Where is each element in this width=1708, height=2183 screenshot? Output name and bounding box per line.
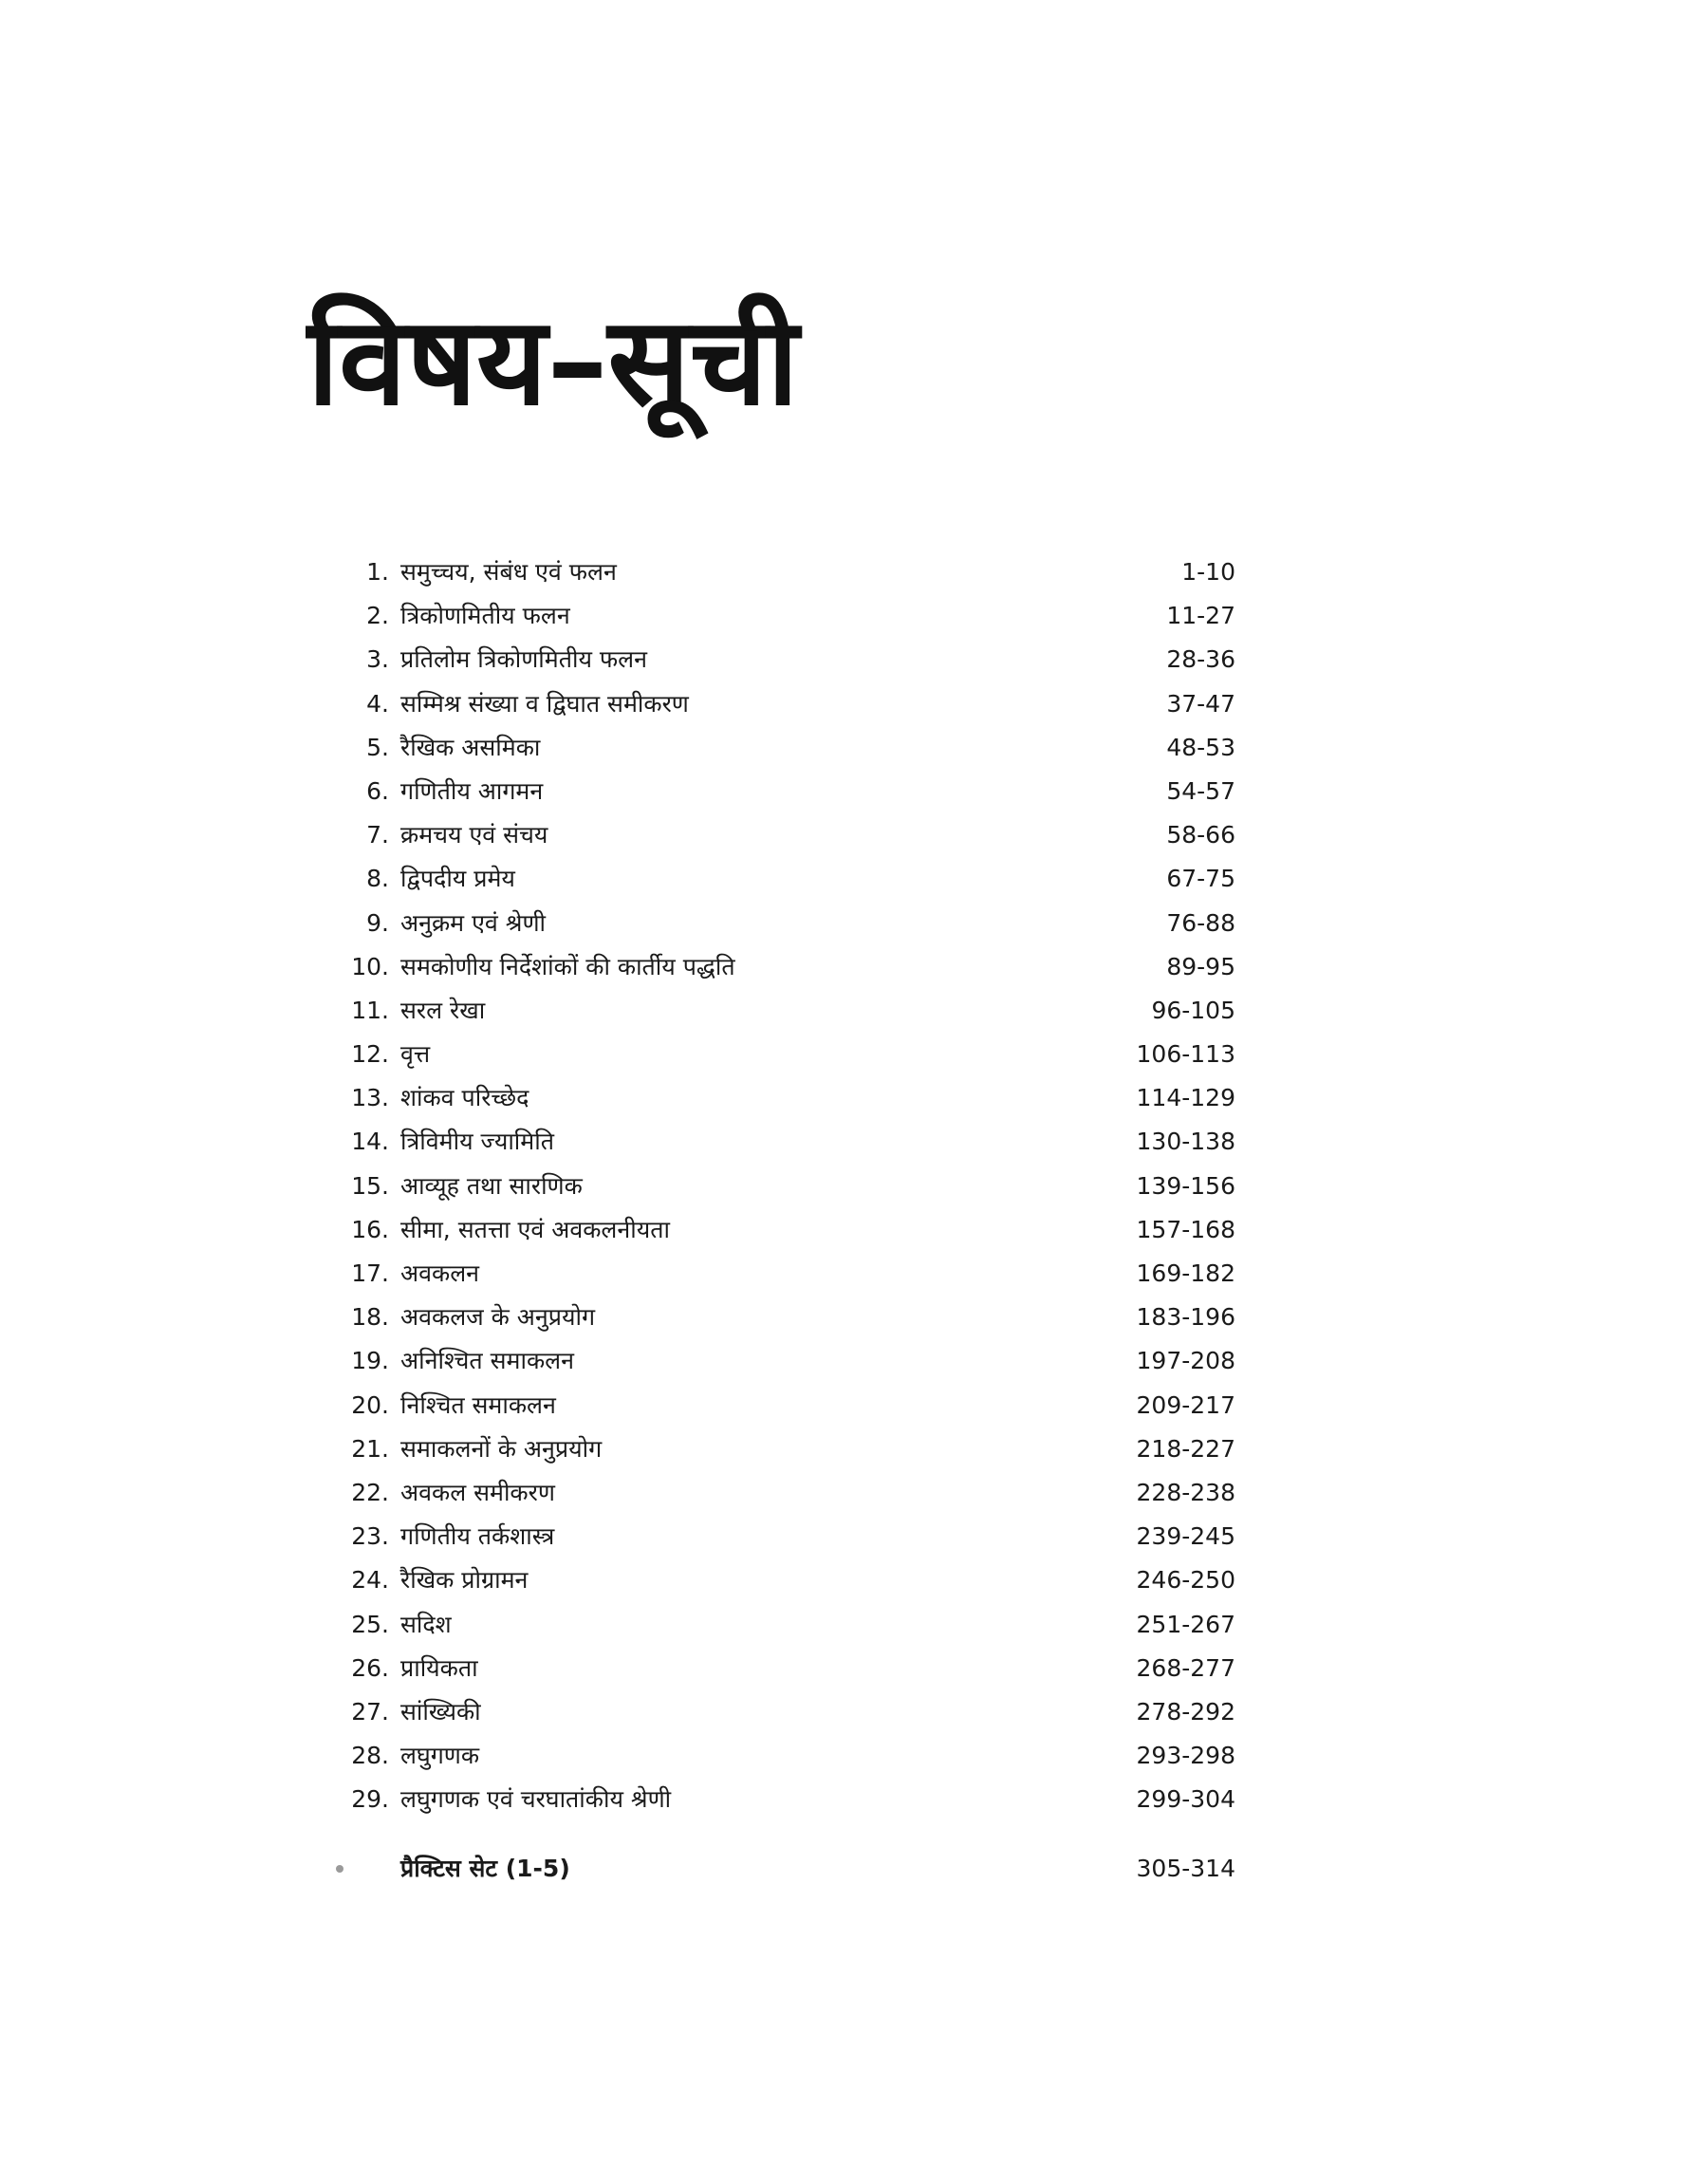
toc-entry-pages: 157-168	[1136, 1215, 1235, 1243]
toc-entry-number: 17.	[351, 1259, 389, 1287]
bullet-icon	[336, 1865, 343, 1873]
toc-entry-number: 28.	[351, 1742, 389, 1770]
toc-entry-title: अवकलज के अनुप्रयोग	[400, 1303, 596, 1332]
toc-entry-title: प्रायिकता	[400, 1653, 478, 1682]
toc-entry-number: 15.	[351, 1171, 389, 1200]
toc-entry-number: 25.	[351, 1610, 389, 1638]
toc-entry	[309, 1558, 1235, 1602]
toc-entry-pages: 11-27	[1166, 602, 1235, 630]
toc-entry-title: क्रमचय एवं संचय	[400, 821, 548, 849]
toc-entry	[309, 770, 1235, 813]
toc-entry-pages: 67-75	[1166, 865, 1235, 893]
toc-entry-number: 20.	[351, 1390, 389, 1419]
practice-set-pages: 305-314	[1136, 1855, 1235, 1882]
toc-entry-number: 7.	[366, 821, 389, 849]
toc-entry-pages: 239-245	[1136, 1522, 1235, 1551]
toc-entry-pages: 228-238	[1136, 1478, 1235, 1506]
toc-entry-pages: 183-196	[1136, 1303, 1235, 1332]
toc-entry-pages: 76-88	[1166, 908, 1235, 937]
toc-entry	[309, 1384, 1235, 1427]
toc-entry-pages: 106-113	[1136, 1040, 1235, 1069]
toc-entry	[309, 638, 1235, 681]
toc-entry-title: समाकलनों के अनुप्रयोग	[400, 1434, 603, 1463]
toc-entry	[309, 1647, 1235, 1690]
toc-entry	[309, 1690, 1235, 1734]
toc-entry	[309, 1515, 1235, 1558]
toc-entry	[309, 550, 1235, 594]
practice-set-entry	[309, 1847, 1235, 1891]
toc-entry-pages: 114-129	[1136, 1084, 1235, 1112]
practice-set-title: प्रैक्टिस सेट (1-5)	[400, 1855, 570, 1882]
toc-entry	[309, 594, 1235, 638]
toc-entry-number: 23.	[351, 1522, 389, 1551]
toc-entry-number: 2.	[366, 602, 389, 630]
toc-entry-title: सीमा, सतत्ता एवं अवकलनीयता	[400, 1215, 670, 1243]
toc-entry-pages: 58-66	[1166, 821, 1235, 849]
toc-entry-title: निश्चित समाकलन	[400, 1390, 556, 1419]
toc-entry	[309, 1208, 1235, 1252]
toc-entry-number: 27.	[351, 1697, 389, 1726]
toc-entry	[309, 1734, 1235, 1778]
toc-entry-number: 5.	[366, 733, 389, 761]
toc-entry-title: सरल रेखा	[400, 996, 486, 1024]
toc-entry-title: अवकल समीकरण	[400, 1478, 555, 1506]
toc-entry-title: गणितीय तर्कशास्त्र	[400, 1522, 555, 1551]
toc-entry-number: 29.	[351, 1785, 389, 1814]
toc-entry-pages: 268-277	[1136, 1653, 1235, 1682]
toc-entry	[309, 1339, 1235, 1383]
toc-entry	[309, 1033, 1235, 1076]
toc-entry-pages: 251-267	[1136, 1610, 1235, 1638]
toc-entry	[309, 1252, 1235, 1296]
toc-entry-title: शांकव परिच्छेद	[400, 1084, 529, 1112]
toc-entry-number: 10.	[351, 952, 389, 980]
toc-entry-pages: 89-95	[1166, 952, 1235, 980]
toc-entry-number: 3.	[366, 645, 389, 674]
toc-entry-title: सदिश	[400, 1610, 452, 1638]
toc-entry	[309, 682, 1235, 726]
toc-entry-title: अवकलन	[400, 1259, 480, 1287]
toc-entry-number: 11.	[351, 996, 389, 1024]
toc-entry-number: 21.	[351, 1434, 389, 1463]
toc-entry	[309, 989, 1235, 1033]
toc-entry	[309, 1471, 1235, 1515]
toc-entry-pages: 130-138	[1136, 1128, 1235, 1156]
toc-entry	[309, 1165, 1235, 1208]
toc-entry-title: आव्यूह तथा सारणिक	[400, 1171, 583, 1200]
toc-entry-pages: 48-53	[1166, 733, 1235, 761]
toc-entry-title: प्रतिलोम त्रिकोणमितीय फलन	[400, 645, 647, 674]
toc-entry-number: 6.	[366, 776, 389, 805]
toc-entry-number: 18.	[351, 1303, 389, 1332]
toc-entry-title: अनिश्चित समाकलन	[400, 1347, 574, 1375]
toc-entry	[309, 813, 1235, 857]
toc-entry-title: अनुक्रम एवं श्रेणी	[400, 908, 546, 937]
toc-entry-number: 26.	[351, 1653, 389, 1682]
toc-entry-title: सांख्यिकी	[400, 1697, 481, 1726]
toc-entry-title: त्रिविमीय ज्यामिति	[400, 1128, 554, 1156]
toc-entry-pages: 54-57	[1166, 776, 1235, 805]
toc-entry	[309, 1120, 1235, 1164]
toc-entry	[309, 857, 1235, 901]
toc-entry-pages: 139-156	[1136, 1171, 1235, 1200]
toc-entry-number: 16.	[351, 1215, 389, 1243]
toc-entry-number: 13.	[351, 1084, 389, 1112]
toc-entry-pages: 299-304	[1136, 1785, 1235, 1814]
toc-entry-title: द्विपदीय प्रमेय	[400, 865, 515, 893]
toc-entry-pages: 28-36	[1166, 645, 1235, 674]
toc-entry-pages: 1-10	[1181, 558, 1235, 586]
toc-entry	[309, 726, 1235, 770]
table-of-contents	[309, 550, 1235, 1821]
toc-entry-pages: 96-105	[1151, 996, 1235, 1024]
toc-entry-pages: 37-47	[1166, 689, 1235, 718]
toc-entry-pages: 246-250	[1136, 1566, 1235, 1595]
toc-entry	[309, 902, 1235, 945]
toc-entry-pages: 169-182	[1136, 1259, 1235, 1287]
page-title: विषय–सूची	[307, 291, 799, 433]
toc-entry	[309, 945, 1235, 989]
toc-entry-title: रैखिक असमिका	[400, 733, 541, 761]
toc-entry	[309, 1296, 1235, 1339]
toc-entry-number: 24.	[351, 1566, 389, 1595]
toc-entry-number: 4.	[366, 689, 389, 718]
toc-entry-title: सम्मिश्र संख्या व द्विघात समीकरण	[400, 689, 689, 718]
toc-entry-title: गणितीय आगमन	[400, 776, 544, 805]
toc-entry-number: 19.	[351, 1347, 389, 1375]
toc-entry-title: त्रिकोणमितीय फलन	[400, 602, 570, 630]
toc-entry-number: 8.	[366, 865, 389, 893]
toc-entry-title: लघुगणक	[400, 1742, 480, 1770]
toc-entry-number: 1.	[366, 558, 389, 586]
toc-entry-number: 9.	[366, 908, 389, 937]
toc-entry-number: 12.	[351, 1040, 389, 1069]
toc-entry-title: लघुगणक एवं चरघातांकीय श्रेणी	[400, 1785, 672, 1814]
toc-entry-title: समुच्चय, संबंध एवं फलन	[400, 558, 617, 586]
toc-entry-pages: 278-292	[1136, 1697, 1235, 1726]
toc-entry-title: समकोणीय निर्देशांकों की कार्तीय पद्धति	[400, 952, 735, 980]
toc-entry-number: 14.	[351, 1128, 389, 1156]
toc-entry	[309, 1076, 1235, 1120]
toc-entry	[309, 1603, 1235, 1647]
toc-entry-title: रैखिक प्रोग्रामन	[400, 1566, 529, 1595]
toc-entry	[309, 1427, 1235, 1471]
toc-entry-pages: 209-217	[1136, 1390, 1235, 1419]
toc-entry-title: वृत्त	[400, 1040, 431, 1069]
toc-entry-pages: 197-208	[1136, 1347, 1235, 1375]
toc-entry-pages: 218-227	[1136, 1434, 1235, 1463]
toc-entry-number: 22.	[351, 1478, 389, 1506]
toc-entry-pages: 293-298	[1136, 1742, 1235, 1770]
toc-entry	[309, 1778, 1235, 1821]
